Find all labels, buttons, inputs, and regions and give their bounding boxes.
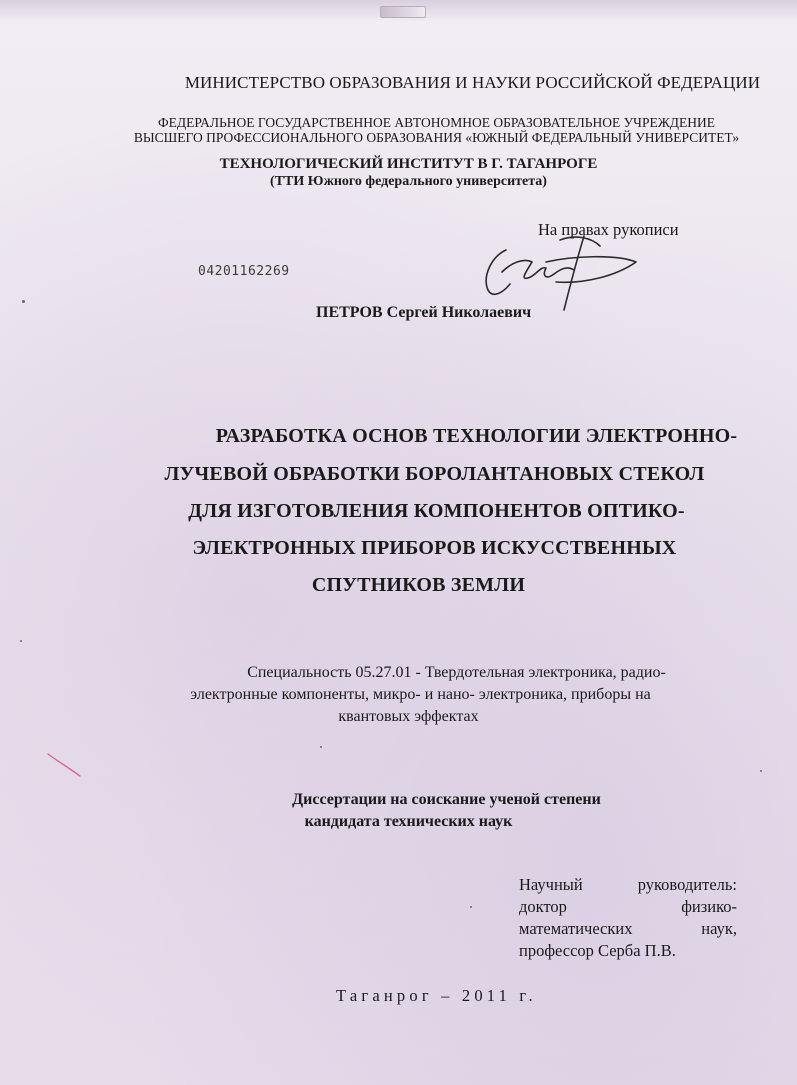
supervisor-name: профессор Серба П.В.	[519, 941, 676, 960]
dissertation-title-line: СПУТНИКОВ ЗЕМЛИ	[311, 574, 526, 596]
supervisor-word: руководитель:	[637, 875, 737, 894]
ministry-heading: МИНИСТЕРСТВО ОБРАЗОВАНИЯ И НАУКИ РОССИЙСКОЙ ФЕДЕРАЦИИ	[184, 73, 761, 92]
signature-stroke	[502, 260, 554, 278]
supervisor-line	[519, 897, 737, 917]
organization-line-2: ВЫСШЕГО ПРОФЕССИОНАЛЬНОГО ОБРАЗОВАНИЯ «ЮЖНЫЙ ФЕДЕРАЛЬНЫЙ УНИВЕРСИТЕТ»	[133, 130, 740, 145]
staple-mark	[380, 6, 426, 18]
scan-speck	[320, 746, 322, 748]
supervisor-line	[519, 875, 737, 895]
pink-pen-mark	[46, 752, 82, 778]
signature-stroke	[554, 268, 574, 274]
place-and-year: Таганрог – 2011 г.	[336, 986, 537, 1005]
supervisor-line	[519, 919, 737, 939]
scan-speck	[22, 300, 25, 303]
specialty-line: электронные компоненты, микро- и нано- электроника, приборы на	[190, 686, 651, 703]
dissertation-title-line: ДЛЯ ИЗГОТОВЛЕНИЯ КОМПОНЕНТОВ ОПТИКО-	[188, 500, 685, 522]
degree-line: Диссертации на соискание ученой степени	[292, 791, 601, 808]
author-name: ПЕТРОВ Сергей Николаевич	[316, 304, 532, 321]
scan-speck	[470, 906, 472, 908]
specialty-line: Специальность 05.27.01 - Твердотельная электроника, радио-	[247, 664, 666, 681]
signature-stroke	[546, 257, 636, 283]
dissertation-title-line: ЛУЧЕВОЙ ОБРАБОТКИ БОРОЛАНТАНОВЫХ СТЕКОЛ	[164, 463, 705, 485]
supervisor-word: математических	[519, 919, 633, 938]
scan-speck	[760, 770, 762, 772]
dissertation-title-line: ЭЛЕКТРОННЫХ ПРИБОРОВ ИСКУССТВЕННЫХ	[192, 537, 677, 559]
pen-stroke	[48, 754, 80, 776]
institute-subtitle: (ТТИ Южного федерального университета)	[270, 174, 547, 189]
scan-speck	[20, 640, 22, 642]
dissertation-title-line: РАЗРАБОТКА ОСНОВ ТЕХНОЛОГИИ ЭЛЕКТРОННО-	[215, 425, 738, 447]
organization-line-1: ФЕДЕРАЛЬНОЕ ГОСУДАРСТВЕННОЕ АВТОНОМНОЕ ОБРАЗОВАТЕЛЬНОЕ УЧРЕЖДЕНИЕ	[158, 115, 715, 130]
manuscript-note: На правах рукописи	[538, 220, 679, 239]
registration-number: 04201162269	[198, 264, 290, 279]
supervisor-word: доктор	[519, 897, 567, 916]
institute-name: ТЕХНОЛОГИЧЕСКИЙ ИНСТИТУТ В Г. ТАГАНРОГЕ	[219, 156, 598, 172]
supervisor-word: наук,	[701, 919, 737, 938]
specialty-line: квантовых эффектах	[338, 708, 479, 725]
supervisor-word: Научный	[519, 875, 583, 894]
signature-stroke	[560, 237, 600, 246]
degree-line: кандидата технических наук	[304, 813, 513, 830]
signature-stroke	[564, 236, 584, 310]
signature-stroke	[486, 250, 510, 294]
supervisor-word: физико-	[681, 897, 737, 916]
